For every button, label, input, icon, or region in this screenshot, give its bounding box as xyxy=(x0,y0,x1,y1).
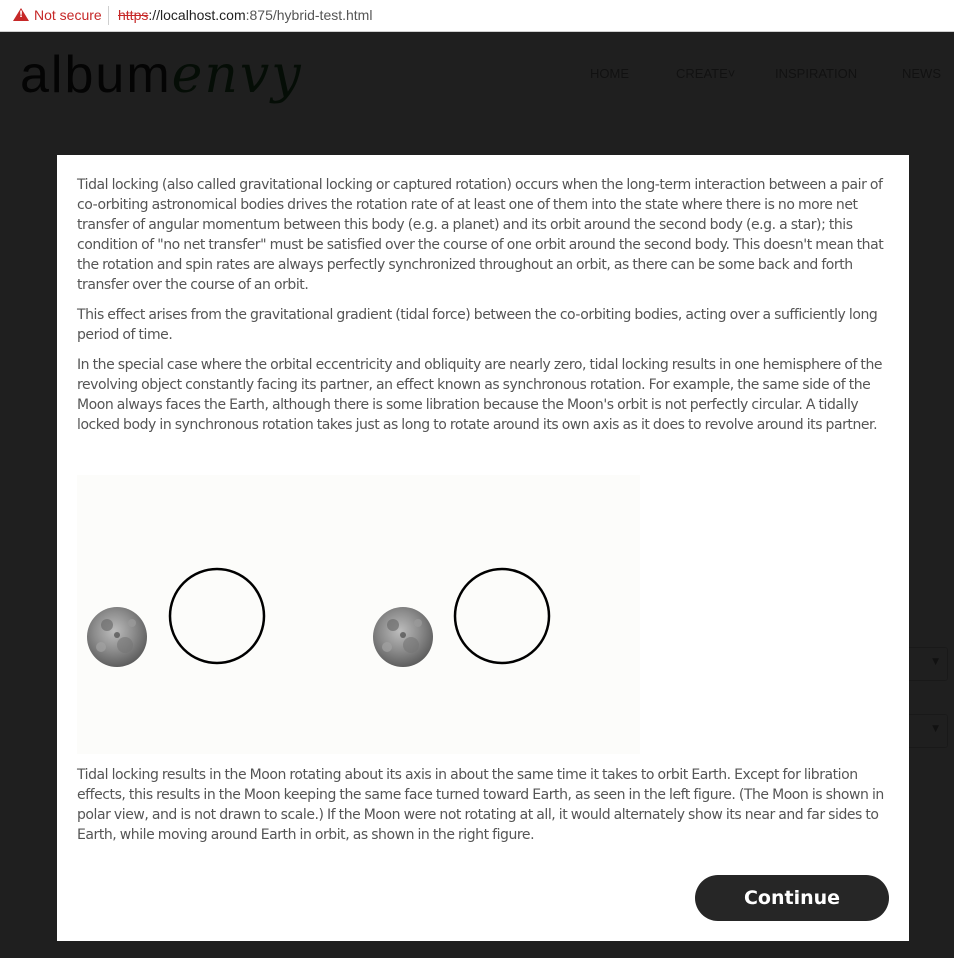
figure-caption: Tidal locking results in the Moon rotating about its axis in about the same time it takes to orbit Earth. Except for libration effects, this results in the Moon keeping the same face turned toward Earth, as seen in the left figure. (The Moon is shown in polar view, and is not drawn to scale.) If the Moon were not rotating at all, it would alternately show its near and far sides to Earth, while moving around Earth in orbit, as shown in the right figure. xyxy=(77,767,884,843)
url-path: :875/hybrid-test.html xyxy=(245,7,373,23)
info-modal xyxy=(57,155,909,941)
earth-left xyxy=(170,569,264,663)
continue-button[interactable]: Continue xyxy=(695,875,889,921)
earth-right xyxy=(455,569,549,663)
orbit-illustration xyxy=(77,475,640,754)
url-divider xyxy=(108,6,109,25)
modal-paragraph: In the special case where the orbital eccentricity and obliquity are nearly zero, tidal locking results in one hemisphere of the revolving object constantly facing its partner, an effect known as synchronous rotation. For example, the same side of the Moon always faces the Earth, although there is some libration because the Moon's orbit is not perfectly circular. A tidally locked body in synchronous rotation takes just as long to rotate around its own axis as it does to revolve around its partner. xyxy=(77,357,883,433)
url-host: ://localhost.com xyxy=(148,7,246,23)
warning-exclamation: ! xyxy=(19,10,24,20)
url-field[interactable] xyxy=(118,7,372,23)
moon-left xyxy=(87,607,147,667)
moon-right xyxy=(373,607,433,667)
security-label[interactable]: Not secure xyxy=(34,7,102,23)
tidal-locking-figure xyxy=(77,475,640,754)
modal-paragraph: This effect arises from the gravitational gradient (tidal force) between the co-orbiting bodies, acting over a sufficiently long period of time. xyxy=(77,307,878,343)
address-bar[interactable] xyxy=(0,0,954,32)
url-scheme: https xyxy=(118,7,149,23)
modal-paragraph: Tidal locking (also called gravitational locking or captured rotation) occurs when the long-term interaction between a pair of co-orbiting astronomical bodies drives the rotation rate of at least one of them into the state where there is no more net transfer of angular momentum between this body (e.g. a planet) and its orbit around the second body (e.g. a star); this condition of "no net transfer" must be satisfied over the course of one orbit around the second body. This doesn't mean that the rotation and spin rates are always perfectly synchronized throughout an orbit, as there can be some back and forth transfer over the course of an orbit. xyxy=(77,177,884,293)
